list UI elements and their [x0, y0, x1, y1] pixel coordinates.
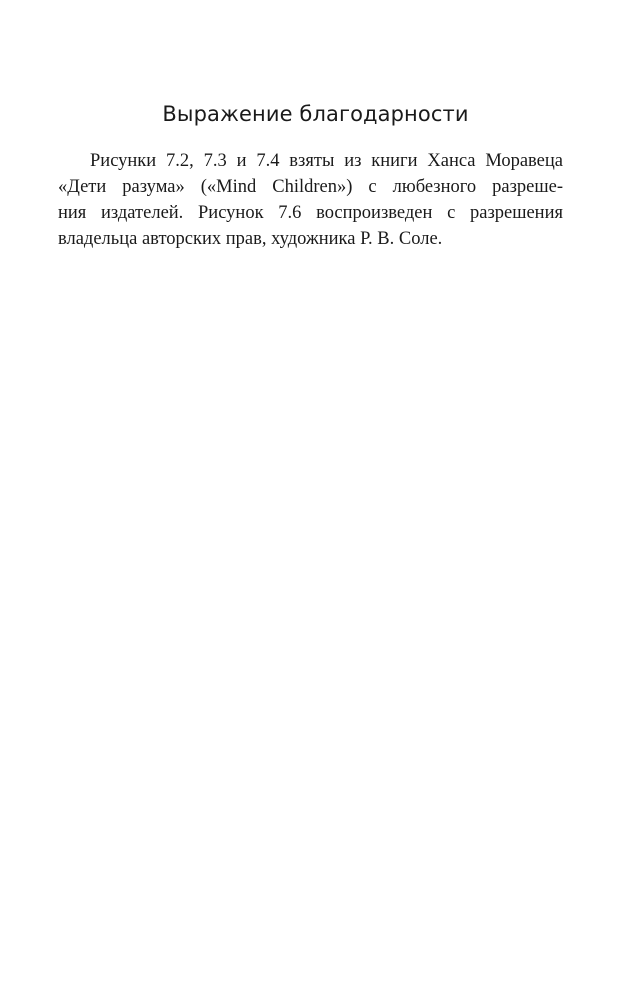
paragraph-line: владельца авторских прав, художника Р. В. Соле. — [58, 229, 443, 249]
acknowledgements-paragraph — [58, 148, 563, 252]
paragraph-line: «Дети разума» («Mind Children») с любезного разреше- — [58, 177, 563, 197]
paragraph-line: Рисунки 7.2, 7.3 и 7.4 взяты из книги Ханса Моравеца — [90, 151, 563, 171]
section-heading: Выражение благодарности — [162, 102, 469, 126]
paragraph-line: ния издателей. Рисунок 7.6 воспроизведен с разрешения — [58, 203, 563, 223]
